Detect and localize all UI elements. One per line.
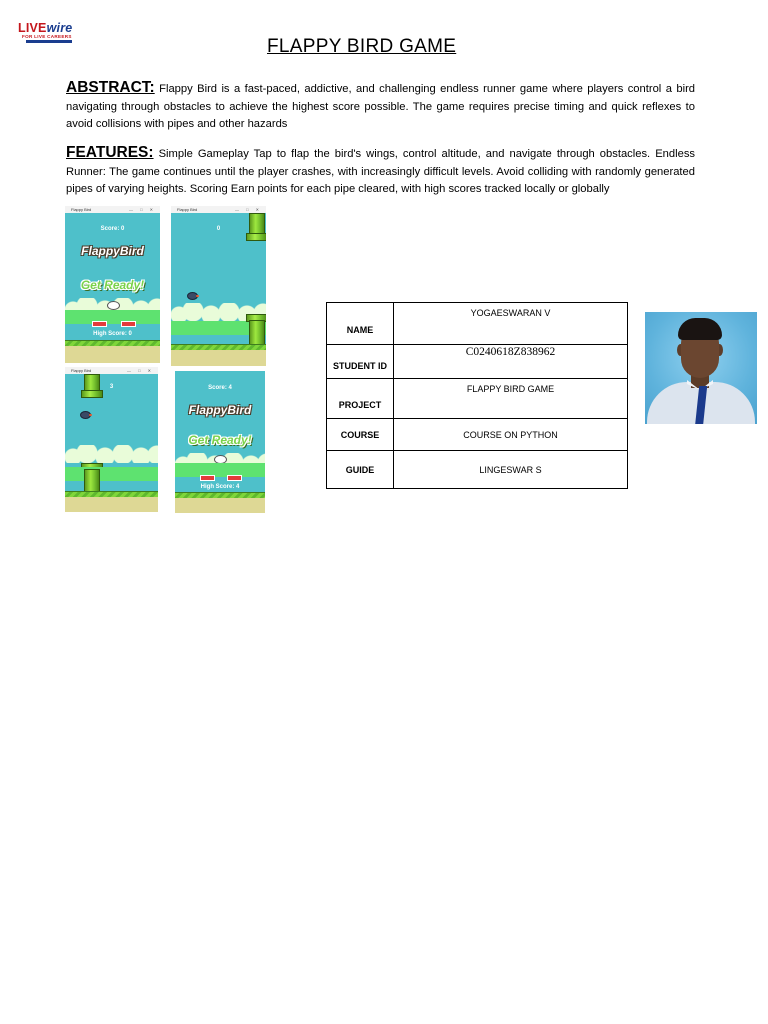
window-title: Flappy Bird	[71, 368, 92, 373]
features-section	[66, 144, 695, 199]
score-label: 0	[216, 226, 221, 232]
abstract-text: Flappy Bird is a fast-paced, addictive, and challenging endless runner game where players control a bird navigating through obstacles to achieve the highest score possible. The game requires precise timing and quick reflexes to avoid collisions with pipes and other hazards	[66, 83, 696, 130]
window-controls: — □ ✕	[127, 368, 154, 373]
window-title: Flappy Bird	[71, 207, 92, 212]
table-row-project	[327, 379, 628, 419]
table-row-student-id	[327, 345, 628, 379]
high-score-label: High Score: 4	[200, 484, 240, 490]
game-screenshot-game-over	[175, 371, 265, 513]
score-label: Score: 0	[100, 226, 125, 232]
pipe-bottom	[84, 469, 100, 493]
bird-icon	[107, 301, 120, 310]
course-label: COURSE	[327, 419, 394, 451]
get-ready-text: Get Ready!	[80, 278, 145, 292]
table-row-guide	[327, 451, 628, 489]
logo-tagline: FOR LIVE CAREERS	[22, 34, 72, 39]
student-id-value: C0240618Z838962	[394, 345, 628, 379]
name-value: YOGAESWARAN V	[394, 303, 628, 345]
abstract-section	[66, 79, 695, 134]
course-value: COURSE ON PYTHON	[394, 419, 628, 451]
pipe-bottom	[249, 320, 265, 346]
page-title: FLAPPY BIRD GAME	[267, 36, 457, 57]
score-label: 3	[109, 384, 114, 390]
window-controls: — □ ✕	[129, 207, 156, 212]
table-row-course	[327, 419, 628, 451]
student-info-table	[326, 302, 628, 489]
bird-icon	[187, 292, 198, 300]
project-label: PROJECT	[327, 379, 394, 419]
project-value: FLAPPY BIRD GAME	[394, 379, 628, 419]
score-label: Score: 4	[208, 385, 232, 391]
game-screenshot-start	[65, 206, 160, 363]
table-row-name	[327, 303, 628, 345]
get-ready-text: Get Ready!	[188, 433, 252, 447]
logo-bar	[26, 40, 72, 43]
tap-indicator-left	[200, 475, 215, 481]
window-controls: — □ ✕	[235, 207, 262, 212]
name-label: NAME	[327, 303, 394, 345]
tap-indicator-right	[227, 475, 242, 481]
flappybird-logo: FlappyBird	[188, 403, 252, 417]
guide-label: GUIDE	[327, 451, 394, 489]
features-text: Simple Gameplay Tap to flap the bird's wings, control altitude, and navigate through obstacles. Endless Runner: The game continues until the player crashes, with increasingly difficult levels. Avoid colliding with randomly generated pipes of varying heights. Scoring Earn points for each pipe cleared, with high scores tracked locally or globally	[66, 148, 696, 195]
game-screenshot-playing-1	[171, 206, 266, 366]
pipe-top-cap	[81, 390, 103, 398]
guide-value: LINGESWAR S	[394, 451, 628, 489]
livewire-logo	[18, 22, 82, 46]
logo-live-text: LIVE	[18, 21, 47, 35]
window-title: Flappy Bird	[177, 207, 198, 212]
tap-indicator-right	[121, 321, 136, 327]
student-photo	[645, 312, 757, 424]
abstract-heading: ABSTRACT:	[66, 79, 155, 96]
pipe-top-cap	[246, 233, 266, 241]
features-heading: FEATURES:	[66, 144, 154, 161]
game-screenshot-playing-2	[65, 367, 158, 512]
logo-wordmark	[18, 22, 82, 34]
flappybird-logo: FlappyBird	[81, 244, 144, 258]
high-score-label: High Score: 0	[93, 331, 132, 337]
bird-icon	[80, 411, 91, 419]
logo-wire-text: wire	[46, 21, 73, 35]
student-id-label: STUDENT ID	[327, 345, 394, 379]
tap-indicator-left	[92, 321, 107, 327]
